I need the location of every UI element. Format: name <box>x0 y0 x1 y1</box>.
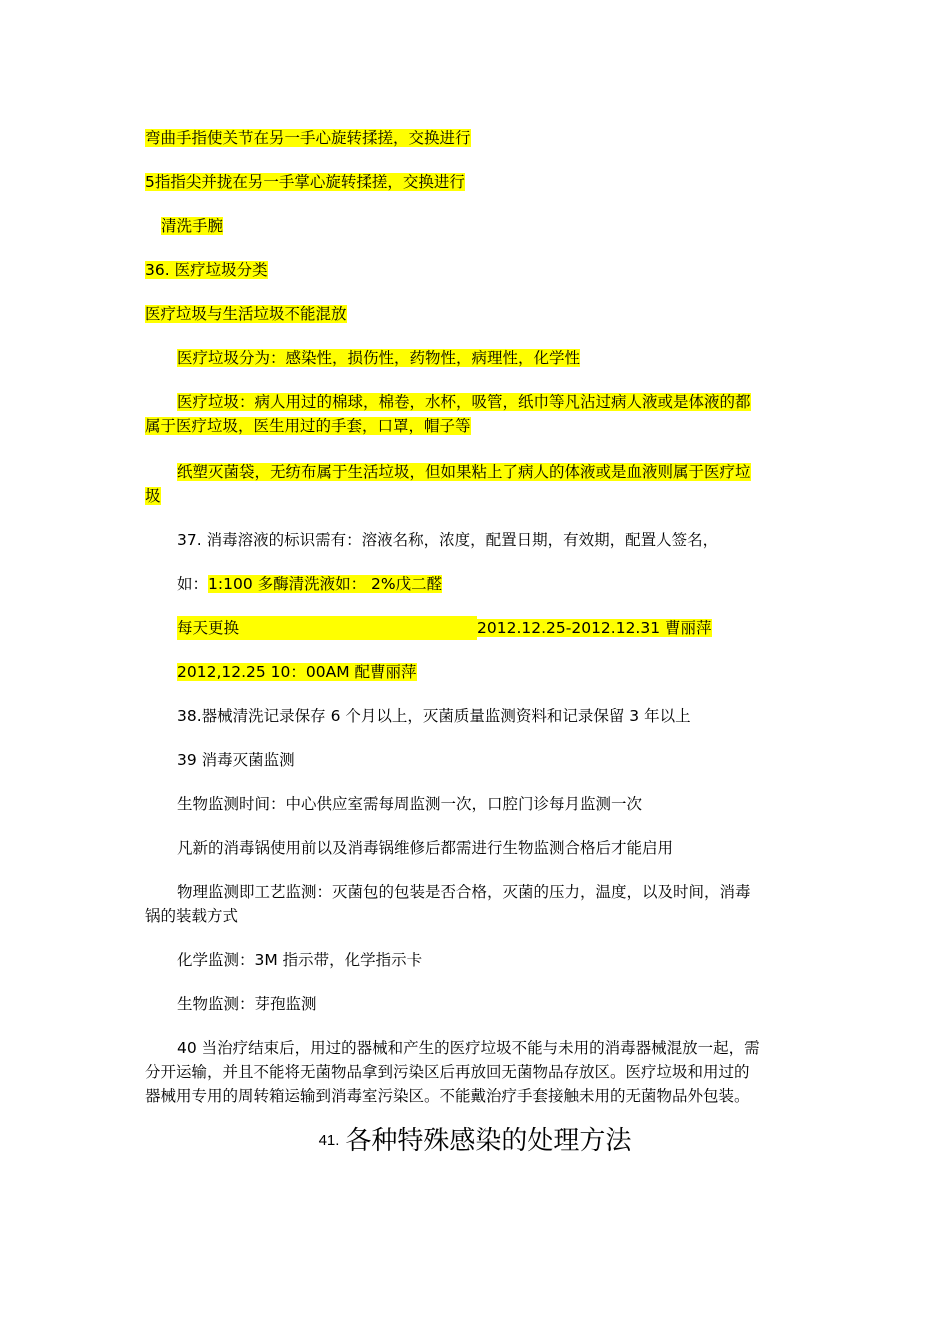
section-37-label-requirements: 37. 消毒溶液的标识需有：溶液名称，浓度，配置日期，有效期，配置人签名， <box>177 531 719 549</box>
section-39-heading: 39 消毒灭菌监测 <box>177 751 295 769</box>
paragraph-physical-monitoring: 物理监测即工艺监测：灭菌包的包装是否合格，灭菌的压力，温度，以及时间，消毒 锅的装载方式 <box>145 883 751 925</box>
paragraph-chemical-monitoring: 化学监测：3M 指示带，化学指示卡 <box>177 951 423 969</box>
paragraph-label-validity: 每天更换 2012.12.25-2012.12.31 曹丽萍 <box>145 616 839 640</box>
paragraph-hand-wash-step-bend-fingers: 弯曲手指使关节在另一手心旋转揉搓，交换进行 <box>145 129 471 147</box>
paragraph-medical-waste-definition: 医疗垃圾：病人用过的棉球，棉卷，水杯，吸管，纸巾等凡沾过病人液或是体液的都 属于医疗垃圾，医生用过的手套，口罩，帽子等 <box>145 393 751 435</box>
paragraph-spore-monitoring: 生物监测：芽孢监测 <box>177 995 317 1013</box>
heading-title: 各种特殊感染的处理方法 <box>345 1126 632 1156</box>
paragraph-new-sterilizer: 凡新的消毒锅使用前以及消毒锅维修后都需进行生物监测合格后才能启用 <box>177 839 674 857</box>
paragraph-sterilization-bag: 纸塑灭菌袋，无纺布属于生活垃圾，但如果粘上了病人的体液或是血液则属于医疗垃 圾 <box>145 463 751 505</box>
section-38-record-retention: 38.器械清洗记录保存 6 个月以上，灭菌质量监测资料和记录保留 3 年以上 <box>177 707 691 725</box>
paragraph-hand-wash-step-wrist: 清洗手腕 <box>161 217 224 235</box>
section-40-paragraph: 40 当治疗结束后，用过的器械和产生的医疗垃圾不能与未用的消毒器械混放一起，需 分开运输，并且不能将无菌物品拿到污染区后再放回无菌物品存放区。医疗垃圾和用过的 器械用专用的周转箱运输到消毒室污染区。不能戴治疗手套接触未用的无菌物品外包装。 <box>145 1039 760 1105</box>
section-36-heading: 36. 医疗垃圾分类 <box>145 261 268 279</box>
paragraph-label-example: 如：1:100 多酶清洗液如： 2%戊二醛 <box>177 575 443 593</box>
paragraph-hand-wash-step-fingertips: 5指指尖并拢在另一手掌心旋转揉搓，交换进行 <box>145 173 465 191</box>
paragraph-no-mixing: 医疗垃圾与生活垃圾不能混放 <box>145 305 347 323</box>
paragraph-label-prepared: 2012,12.25 10：00AM 配曹丽萍 <box>177 663 417 681</box>
paragraph-waste-categories: 医疗垃圾分为：感染性，损伤性，药物性，病理性，化学性 <box>177 349 581 367</box>
paragraph-biological-monitoring-time: 生物监测时间：中心供应室需每周监测一次，口腔门诊每月监测一次 <box>177 795 643 813</box>
section-41-heading <box>0 1120 950 1157</box>
heading-number: 41. <box>318 1132 340 1149</box>
